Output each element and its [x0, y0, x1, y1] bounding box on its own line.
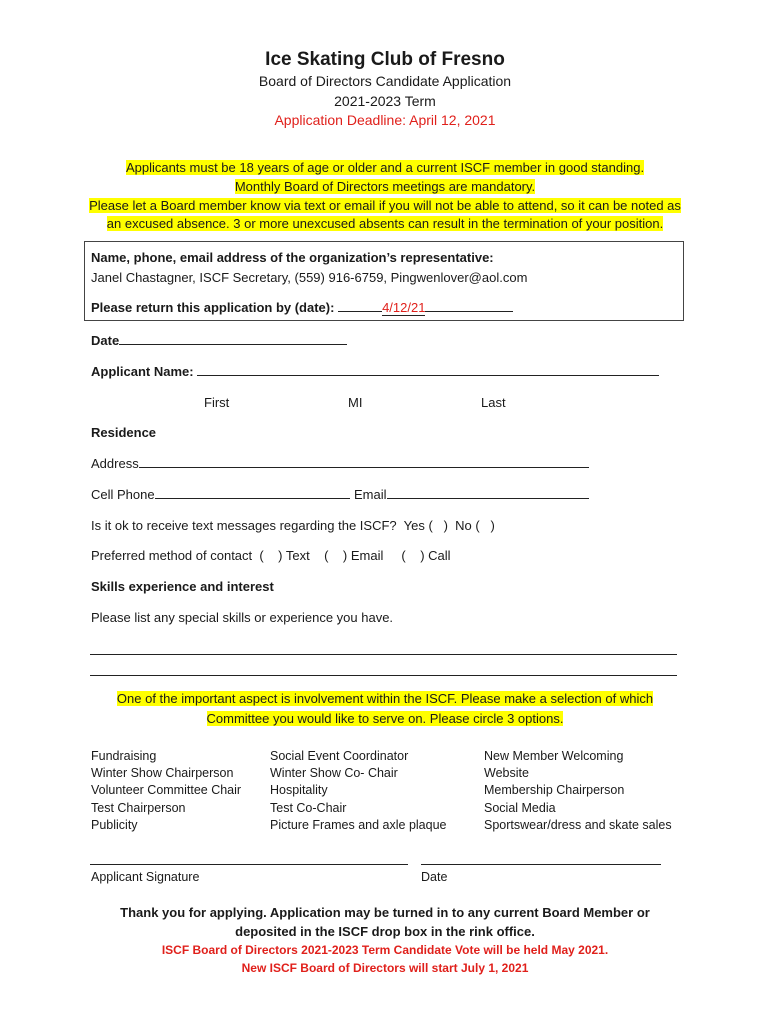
committee-line-1: One of the important aspect is involvement within the ISCF. Please make a selection of which	[116, 691, 654, 706]
skills-line-2[interactable]	[90, 675, 677, 676]
notice-line-2: Monthly Board of Directors meetings are mandatory.	[234, 179, 536, 194]
committee-option[interactable]: New Member Welcoming	[484, 749, 624, 763]
contact-method-question[interactable]: Preferred method of contact ( ) Text ( ) Email ( ) Call	[91, 548, 451, 563]
committee-option[interactable]: Winter Show Co- Chair	[270, 766, 398, 781]
cell-phone-field[interactable]: Cell Phone	[91, 487, 350, 502]
skills-prompt: Please list any special skills or experience you have.	[91, 610, 394, 625]
committee-option[interactable]: Membership Chairperson	[484, 783, 625, 798]
residence-heading: Residence	[91, 425, 157, 440]
deadline-label: Application Deadline: April 12, 2021	[274, 112, 496, 128]
start-notice: New ISCF Board of Directors will start July 1, 2021	[241, 961, 529, 975]
committee-option[interactable]: Social Event Coordinator	[270, 749, 409, 763]
last-label: Last	[481, 395, 506, 410]
skills-line-1[interactable]	[90, 654, 677, 655]
committee-option[interactable]: Social Media	[484, 800, 556, 815]
notice-line-1: Applicants must be 18 years of age or older and a current ISCF member in good standing.	[125, 160, 645, 175]
address-field[interactable]: Address	[91, 456, 589, 471]
rep-value: Janel Chastagner, ISCF Secretary, (559) 916-6759, Pingwenlover@aol.com	[91, 270, 528, 285]
signature-label: Applicant Signature	[91, 870, 200, 884]
rep-label: Name, phone, email address of the organization’s representative:	[91, 250, 494, 265]
committee-column-1	[91, 748, 241, 834]
notice-line-3: Please let a Board member know via text or email if you will not be able to attend, so it can be noted as	[89, 198, 681, 213]
committee-option[interactable]: Website	[484, 766, 529, 781]
date-field[interactable]: Date	[91, 333, 347, 348]
committee-option[interactable]: Volunteer Committee Chair	[91, 783, 242, 798]
signature-line[interactable]	[90, 864, 408, 865]
notice-line-4: an excused absence. 3 or more unexcused absents can result in the termination of your position.	[106, 216, 664, 231]
committee-option[interactable]: Picture Frames and axle plaque	[270, 817, 447, 832]
skills-heading: Skills experience and interest	[91, 579, 274, 594]
return-date-row	[91, 300, 513, 315]
page-title: Ice Skating Club of Fresno	[265, 49, 505, 70]
signature-date-label: Date	[421, 870, 448, 884]
committee-column-2	[270, 748, 446, 834]
mi-label: MI	[348, 395, 363, 410]
applicant-name-field[interactable]: Applicant Name:	[91, 364, 659, 379]
page-subtitle: Board of Directors Candidate Application	[258, 73, 512, 89]
return-date-label: Please return this application by (date):	[91, 300, 335, 315]
committee-option[interactable]: Test Co-Chair	[270, 800, 347, 815]
committee-column-3	[484, 748, 672, 834]
committee-option[interactable]: Sportswear/dress and skate sales	[484, 817, 672, 832]
email-field[interactable]: Email	[354, 487, 589, 502]
vote-notice: ISCF Board of Directors 2021-2023 Term Candidate Vote will be held May 2021.	[161, 943, 609, 957]
committee-option[interactable]: Test Chairperson	[91, 800, 186, 815]
term-label: 2021-2023 Term	[334, 93, 436, 109]
committee-option[interactable]: Hospitality	[270, 783, 328, 798]
thanks-line-2: deposited in the ISCF drop box in the rink office.	[235, 924, 535, 939]
thanks-line-1: Thank you for applying. Application may be turned in to any current Board Member or	[120, 905, 650, 920]
committee-line-2: Committee you would like to serve on. Please circle 3 options.	[206, 711, 564, 726]
committee-option[interactable]: Publicity	[91, 817, 138, 832]
committee-option[interactable]: Fundraising	[91, 749, 157, 763]
signature-date-line[interactable]	[421, 864, 661, 865]
committee-option[interactable]: Winter Show Chairperson	[91, 766, 234, 781]
text-messages-question[interactable]: Is it ok to receive text messages regarding the ISCF? Yes ( ) No ( )	[91, 518, 495, 533]
return-date-value[interactable]: 4/12/21	[382, 300, 426, 315]
first-label: First	[204, 395, 230, 410]
